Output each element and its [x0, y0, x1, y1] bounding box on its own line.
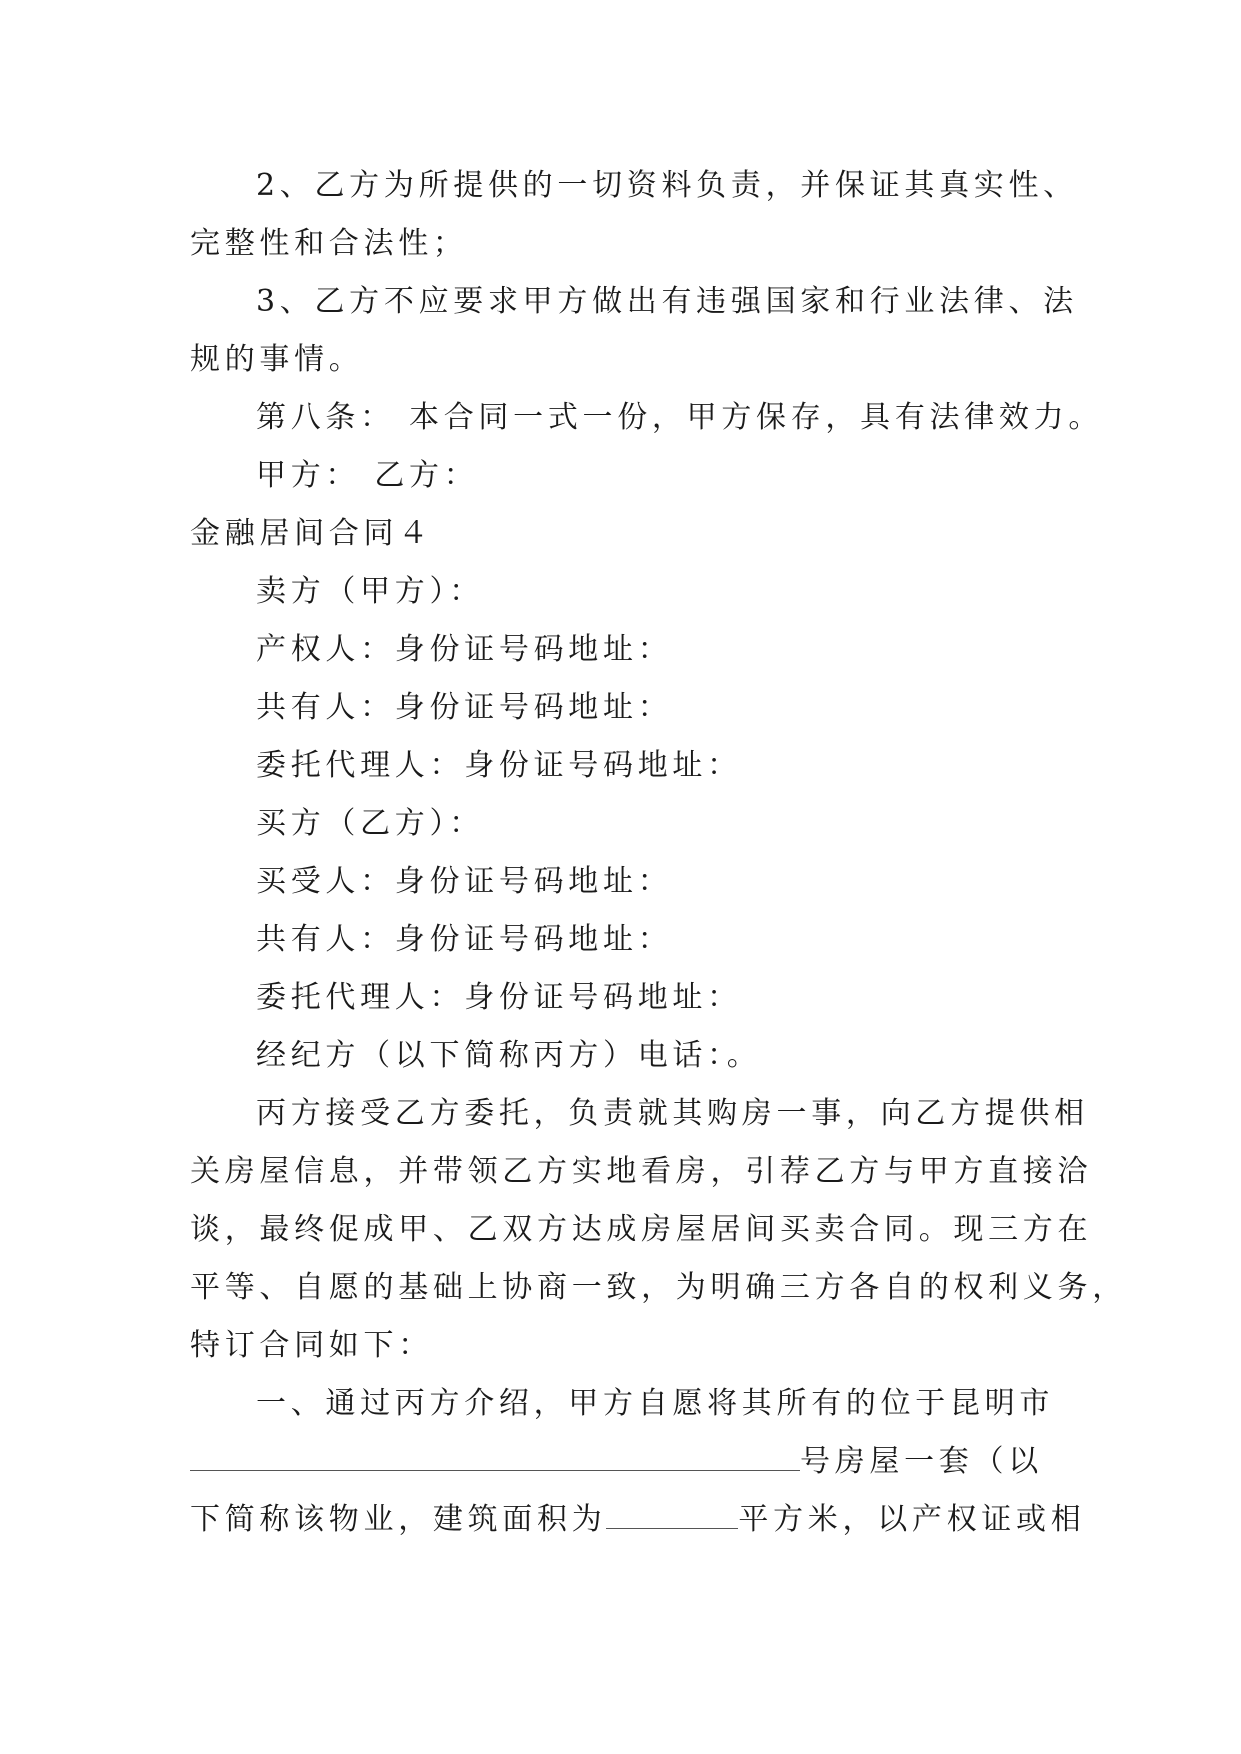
area-blank [606, 1500, 738, 1529]
buyer-co-owner: 共有人：身份证号码地址： [256, 922, 673, 957]
buyer-purchaser: 买受人：身份证号码地址： [256, 864, 673, 899]
address-blank [190, 1442, 800, 1471]
signature-line: 甲方： 乙方： [256, 458, 479, 493]
section-1-line-2-text: 号房屋一套（以 [800, 1444, 1043, 1479]
buyer-agent: 委托代理人：身份证号码地址： [256, 980, 742, 1015]
seller-co-owner: 共有人：身份证号码地址： [256, 690, 673, 725]
section-1-line-1: 一、通过丙方介绍，甲方自愿将其所有的位于昆明市 [256, 1386, 1055, 1421]
seller-agent: 委托代理人：身份证号码地址： [256, 748, 742, 783]
section-1-line-3-text-b: 平方米，以产权证或相 [738, 1502, 1086, 1537]
seller-label: 卖方（甲方）： [256, 574, 484, 609]
paragraph-line-1: 丙方接受乙方委托，负责就其购房一事，向乙方提供相 [256, 1096, 1089, 1131]
broker-label: 经纪方（以下简称丙方）电话：。 [256, 1038, 762, 1073]
seller-owner: 产权人：身份证号码地址： [256, 632, 673, 667]
section-1-line-3-text-a: 下简称该物业，建筑面积为 [190, 1502, 607, 1537]
buyer-label: 买方（乙方）： [256, 806, 484, 841]
paragraph-line-3: 谈，最终促成甲、乙双方达成房屋居间买卖合同。现三方在 [190, 1212, 1093, 1247]
clause-3-line-2: 规的事情。 [190, 342, 364, 377]
paragraph-line-5: 特订合同如下： [190, 1328, 433, 1363]
article-8: 第八条： 本合同一式一份，甲方保存，具有法律效力。 [256, 400, 1104, 435]
clause-2-line-2: 完整性和合法性； [190, 226, 468, 261]
clause-2-line-1: 2、乙方为所提供的一切资料负责，并保证其真实性、 [256, 168, 1078, 203]
section-1-line-2 [190, 1442, 1043, 1482]
section-1-line-3 [190, 1500, 1085, 1540]
contract-title: 金融居间合同４ [190, 516, 433, 551]
clause-3-line-1: 3、乙方不应要求甲方做出有违强国家和行业法律、法 [256, 284, 1078, 319]
paragraph-line-2: 关房屋信息，并带领乙方实地看房，引荐乙方与甲方直接洽 [190, 1154, 1093, 1189]
paragraph-line-4: 平等、自愿的基础上协商一致，为明确三方各自的权利义务， [190, 1270, 1127, 1305]
